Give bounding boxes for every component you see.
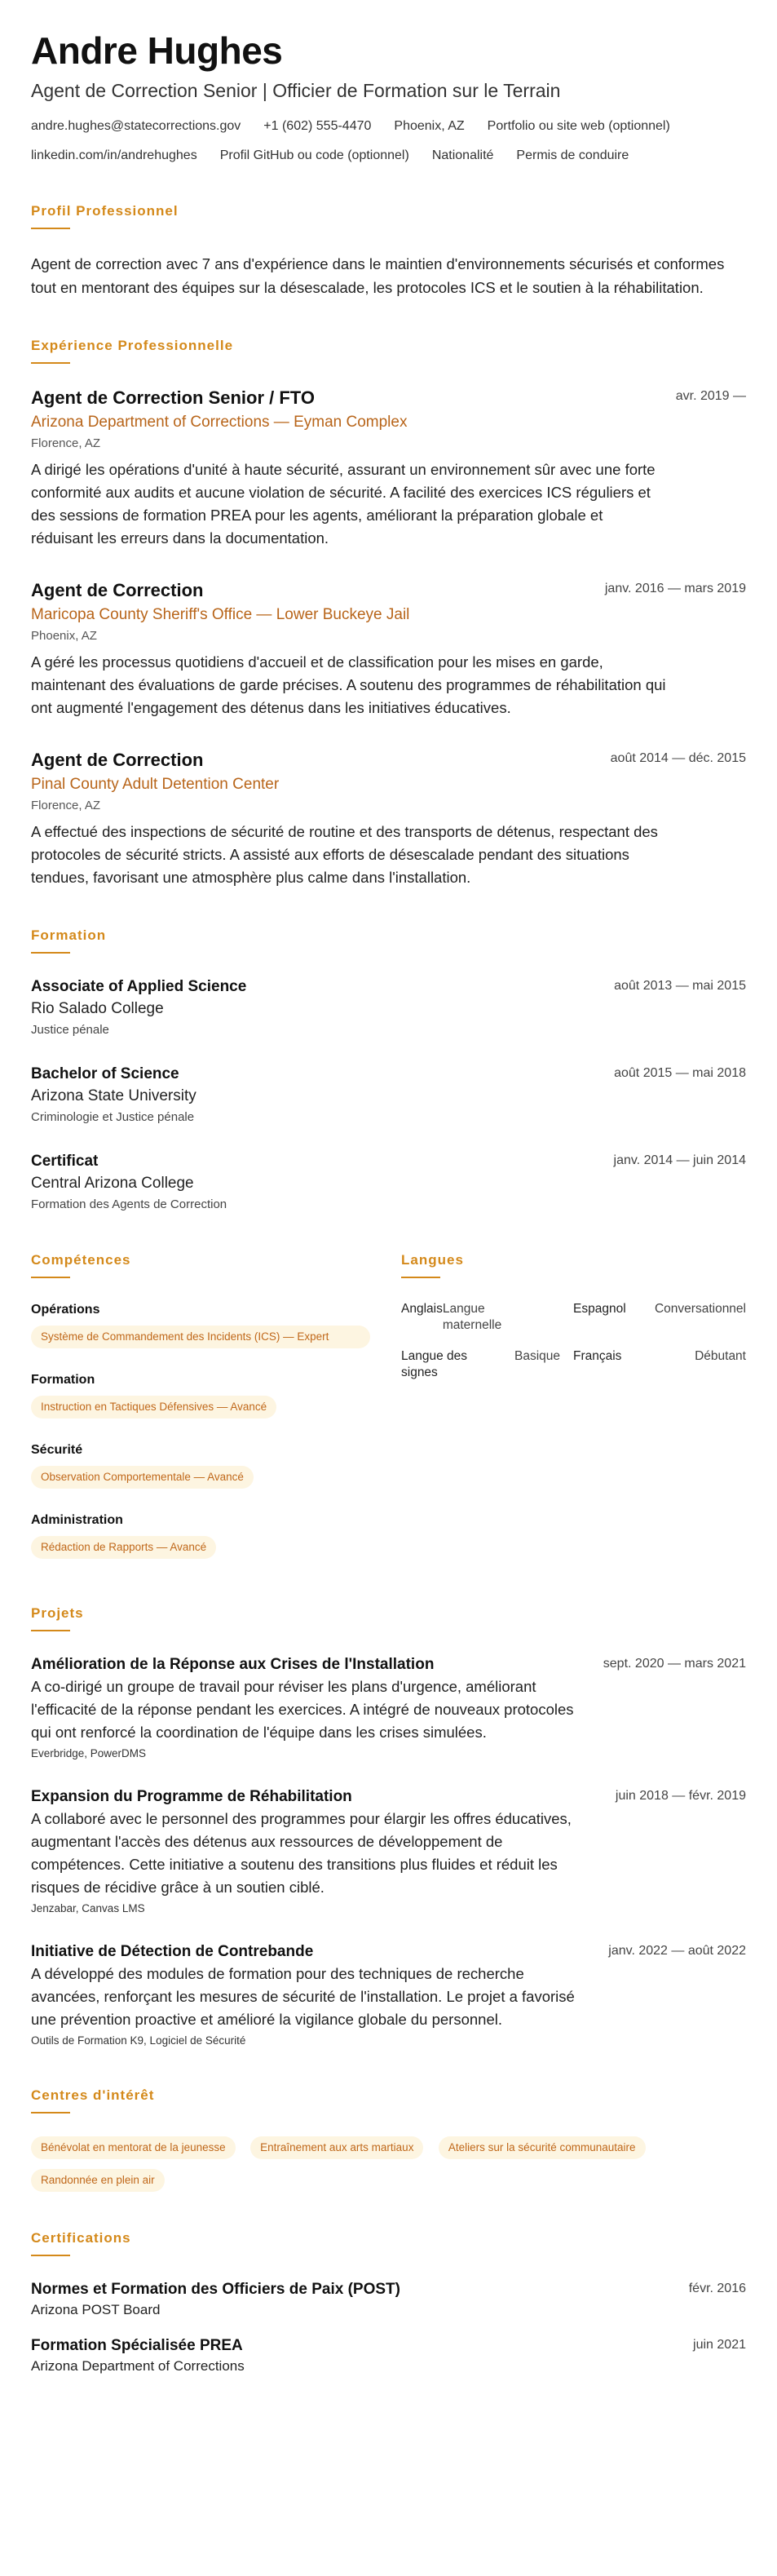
skill-tag: Rédaction de Rapports — Avancé bbox=[31, 1536, 216, 1559]
job-company: Maricopa County Sheriff's Office — Lower Buckeye Jail bbox=[31, 606, 410, 623]
interest-tag: Randonnée en plein air bbox=[31, 2169, 165, 2192]
project-technologies: Jenzabar, Canvas LMS bbox=[31, 1902, 145, 1914]
project-item bbox=[31, 1786, 746, 1917]
language-item bbox=[573, 1348, 746, 1381]
education-section bbox=[31, 927, 746, 1214]
section-divider bbox=[31, 228, 70, 229]
language-name: Langue des signes bbox=[401, 1349, 468, 1379]
job-dates: août 2014 — déc. 2015 bbox=[610, 751, 746, 765]
experience-item bbox=[31, 579, 746, 719]
certification-issuer: Arizona POST Board bbox=[31, 2302, 161, 2317]
certification-title: Formation Spécialisée PREA bbox=[31, 2337, 243, 2354]
education-field: Criminologie et Justice pénale bbox=[31, 1110, 195, 1124]
skill-group bbox=[31, 1301, 370, 1353]
certification-date: févr. 2016 bbox=[688, 2282, 746, 2295]
project-dates: juin 2018 — févr. 2019 bbox=[615, 1789, 746, 1803]
skill-category: Administration bbox=[31, 1513, 123, 1527]
section-divider bbox=[31, 2112, 70, 2113]
profile-section bbox=[31, 202, 746, 299]
project-technologies: Outils de Formation K9, Logiciel de Sécurité bbox=[31, 2034, 246, 2047]
project-title: Amélioration de la Réponse aux Crises de l'Installation bbox=[31, 1656, 435, 1673]
contact-nationality: Nationalité bbox=[431, 148, 494, 162]
job-description: A dirigé les opérations d'unité à haute sécurité, assurant un environnement sûr avec une forte conformité aux audits et aucune violation de sécurité. A facilité des exercices ICS réguliers et des sessions de formation PREA pour les agents, améliorant la préparation globale et réduisant les erreurs dans la documentation. bbox=[31, 461, 656, 547]
certification-title: Normes et Formation des Officiers de Paix (POST) bbox=[31, 2281, 400, 2298]
certification-date: juin 2021 bbox=[693, 2338, 746, 2352]
education-item bbox=[31, 1064, 746, 1126]
section-title: Projets bbox=[31, 1605, 84, 1621]
job-dates: janv. 2016 — mars 2019 bbox=[604, 582, 746, 595]
interest-tag: Bénévolat en mentorat de la jeunesse bbox=[31, 2136, 236, 2159]
languages-section bbox=[401, 1251, 746, 1582]
education-degree: Bachelor of Science bbox=[31, 1065, 179, 1082]
job-location: Florence, AZ bbox=[31, 799, 101, 812]
projects-section bbox=[31, 1604, 746, 2049]
interest-tag-list bbox=[31, 2136, 748, 2202]
certification-item bbox=[31, 2279, 746, 2319]
section-title: Certifications bbox=[31, 2230, 131, 2246]
job-location: Phoenix, AZ bbox=[31, 629, 97, 643]
section-title: Profil Professionnel bbox=[31, 203, 179, 219]
contact-driving-license: Permis de conduire bbox=[516, 148, 629, 162]
skill-category: Opérations bbox=[31, 1303, 100, 1317]
candidate-name: Andre Hughes bbox=[31, 29, 283, 72]
contact-portfolio[interactable]: Portfolio ou site web (optionnel) bbox=[487, 119, 670, 133]
job-company: Pinal County Adult Detention Center bbox=[31, 776, 280, 793]
education-degree: Associate of Applied Science bbox=[31, 978, 247, 995]
section-divider bbox=[31, 1277, 70, 1278]
skill-tag: Système de Commandement des Incidents (ICS) — Expert bbox=[31, 1326, 370, 1348]
job-location: Florence, AZ bbox=[31, 436, 101, 450]
language-item bbox=[401, 1301, 573, 1334]
job-company: Arizona Department of Corrections — Eyman Complex bbox=[31, 414, 408, 431]
project-title: Initiative de Détection de Contrebande bbox=[31, 1943, 314, 1960]
skill-group bbox=[31, 1371, 370, 1423]
contact-linkedin[interactable]: linkedin.com/in/andrehughes bbox=[31, 148, 197, 162]
job-description: A géré les processus quotidiens d'accueil et de classification pour les mises en garde, maintenant des évaluations de garde précises. A soutenu des programmes de réhabilitation qui ont augmenté l'engagement des détenus dans les initiatives éducatives. bbox=[31, 653, 666, 716]
interest-tag: Entraînement aux arts martiaux bbox=[250, 2136, 423, 2159]
contact-phone[interactable]: +1 (602) 555-4470 bbox=[263, 119, 372, 133]
project-description: A collaboré avec le personnel des programmes pour élargir les offres éducatives, augmentant l'accès des détenus aux ressources de développement de compétences. Cette initiative a soutenu des transitions plus fluides et réduit les risques de récidive grâce à un soutien ciblé. bbox=[31, 1810, 572, 1896]
section-title: Expérience Professionnelle bbox=[31, 338, 234, 353]
education-field: Justice pénale bbox=[31, 1023, 109, 1037]
experience-item bbox=[31, 749, 746, 889]
education-school: Arizona State University bbox=[31, 1087, 196, 1104]
language-list bbox=[401, 1301, 746, 1381]
skill-tag: Observation Comportementale — Avancé bbox=[31, 1466, 254, 1489]
language-level: Conversationnel bbox=[654, 1302, 746, 1316]
project-title: Expansion du Programme de Réhabilitation bbox=[31, 1788, 352, 1805]
project-technologies: Everbridge, PowerDMS bbox=[31, 1747, 147, 1759]
section-divider bbox=[31, 952, 70, 954]
contact-email[interactable]: andre.hughes@statecorrections.gov bbox=[31, 119, 241, 133]
contact-location: Phoenix, AZ bbox=[394, 119, 465, 133]
project-dates: janv. 2022 — août 2022 bbox=[608, 1944, 746, 1958]
job-title: Agent de Correction bbox=[31, 580, 204, 600]
language-level: Débutant bbox=[695, 1349, 746, 1363]
section-divider bbox=[31, 1630, 70, 1631]
contact-list bbox=[31, 117, 746, 165]
education-dates: août 2015 — mai 2018 bbox=[614, 1066, 746, 1080]
education-dates: janv. 2014 — juin 2014 bbox=[613, 1153, 746, 1167]
education-school: Rio Salado College bbox=[31, 1000, 164, 1017]
contact-github[interactable]: Profil GitHub ou code (optionnel) bbox=[219, 148, 409, 162]
job-title: Agent de Correction bbox=[31, 750, 204, 770]
experience-item bbox=[31, 387, 746, 550]
language-level: Langue maternelle bbox=[442, 1302, 502, 1332]
skill-category: Sécurité bbox=[31, 1443, 83, 1457]
experience-section bbox=[31, 337, 746, 889]
candidate-headline: Agent de Correction Senior | Officier de Formation sur le Terrain bbox=[31, 80, 561, 101]
section-divider bbox=[31, 362, 70, 364]
job-title: Agent de Correction Senior / FTO bbox=[31, 387, 315, 408]
skill-group bbox=[31, 1441, 370, 1494]
language-name: Anglais bbox=[401, 1302, 443, 1316]
section-title: Langues bbox=[401, 1252, 464, 1268]
language-name: Espagnol bbox=[573, 1302, 626, 1316]
education-item bbox=[31, 976, 746, 1039]
certification-item bbox=[31, 2335, 746, 2375]
profile-summary: Agent de correction avec 7 ans d'expérience dans le maintien d'environnements sécurisés et conformes tout en mentorant des équipes sur la désescalade, les protocoles ICS et le soutien à la réhabilitation. bbox=[31, 255, 725, 296]
skills-languages-row bbox=[31, 1251, 746, 1582]
section-divider bbox=[31, 2255, 70, 2256]
section-title: Centres d'intérêt bbox=[31, 2087, 155, 2103]
interests-section bbox=[31, 2087, 746, 2202]
project-dates: sept. 2020 — mars 2021 bbox=[603, 1657, 746, 1671]
project-description: A co-dirigé un groupe de travail pour réviser les plans d'urgence, améliorant l'efficacité de la réponse pendant les exercices. A intégré de nouveaux protocoles qui ont renforcé la coordination de l'équipe dans les crises simulées. bbox=[31, 1678, 574, 1741]
section-divider bbox=[401, 1277, 440, 1278]
project-item bbox=[31, 1654, 746, 1762]
certifications-section bbox=[31, 2229, 746, 2375]
education-item bbox=[31, 1151, 746, 1214]
section-title: Compétences bbox=[31, 1252, 131, 1268]
education-dates: août 2013 — mai 2015 bbox=[614, 979, 746, 993]
job-dates: avr. 2019 — bbox=[675, 389, 746, 403]
skill-tag: Instruction en Tactiques Défensives — Avancé bbox=[31, 1396, 276, 1419]
resume-header bbox=[31, 29, 746, 165]
section-title: Formation bbox=[31, 927, 107, 943]
education-degree: Certificat bbox=[31, 1153, 99, 1170]
education-school: Central Arizona College bbox=[31, 1175, 194, 1192]
language-level: Basique bbox=[514, 1349, 560, 1363]
language-item bbox=[401, 1348, 573, 1381]
skills-section bbox=[31, 1251, 370, 1582]
education-field: Formation des Agents de Correction bbox=[31, 1197, 227, 1211]
skill-category: Formation bbox=[31, 1373, 95, 1387]
project-item bbox=[31, 1941, 746, 2049]
skill-group bbox=[31, 1512, 370, 1564]
certification-issuer: Arizona Department of Corrections bbox=[31, 2358, 245, 2374]
language-item bbox=[573, 1301, 746, 1334]
interest-tag: Ateliers sur la sécurité communautaire bbox=[439, 2136, 646, 2159]
job-description: A effectué des inspections de sécurité de routine et des transports de détenus, respectant des protocoles de sécurité stricts. A assisté aux efforts de désescalade pendant des situations tendues, favorisant une atmosphère plus calme dans l'installation. bbox=[31, 823, 658, 886]
project-description: A développé des modules de formation pour des techniques de recherche avancées, renforçant les mesures de sécurité de l'installation. Le projet a favorisé une prévention proactive et amélioré la vigilance globale du personnel. bbox=[31, 1965, 575, 2028]
language-name: Français bbox=[573, 1349, 622, 1363]
